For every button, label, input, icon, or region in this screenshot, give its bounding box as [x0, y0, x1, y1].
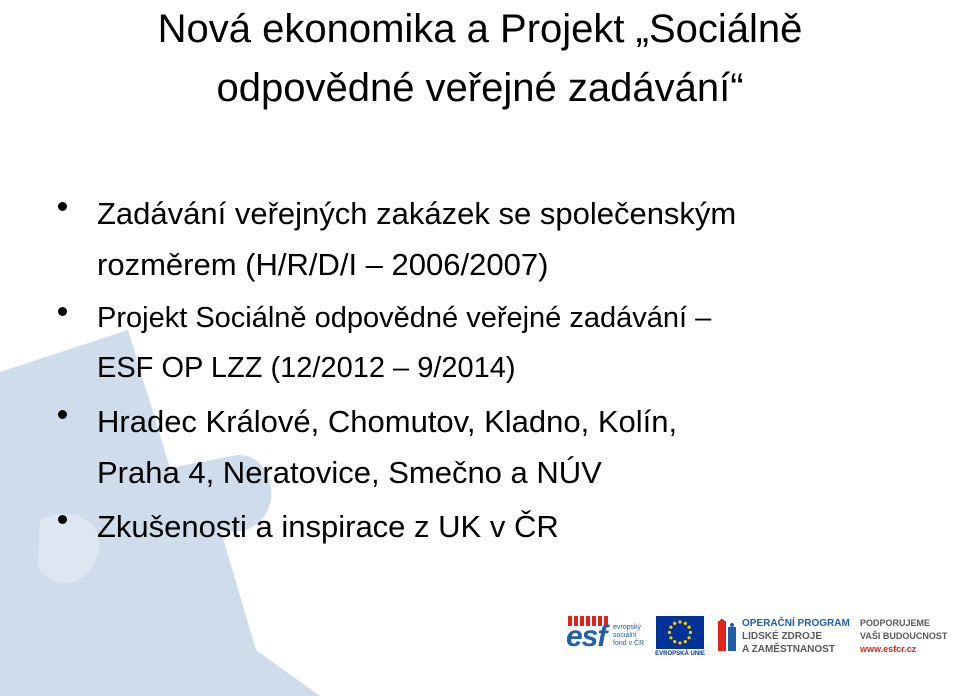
op-line: OPERAČNÍ PROGRAM [742, 617, 850, 629]
esf-logo [566, 612, 648, 660]
op-line: LIDSKÉ ZDROJE [742, 630, 823, 642]
bullet-text: Zkušenosti a inspirace z UK v ČR [97, 509, 559, 544]
bullet-text: Hradec Králové, Chomutov, Kladno, Kolín, [97, 404, 678, 439]
esf-caption [613, 624, 644, 648]
slide-title-line: odpovědné veřejné zadávání“ [216, 66, 744, 110]
slide-title-line: Nová ekonomika a Projekt „Sociálně [157, 7, 803, 51]
bullet-item [58, 501, 938, 552]
eu-logo [652, 616, 708, 657]
op-line: A ZAMĚSTNANOST [742, 643, 835, 655]
bullet-item [58, 396, 938, 498]
esf-caption-line: sociální [613, 632, 637, 639]
op-lzz-text [742, 617, 850, 656]
bullet-item [58, 188, 938, 290]
bullet-dot-icon [58, 202, 67, 211]
bullet-text: rozměrem (H/R/D/I – 2006/2007) [97, 247, 549, 282]
bullet-list [58, 188, 938, 555]
eu-caption: EVROPSKÁ UNIE [655, 650, 705, 657]
bullet-text: Zadávání veřejných zakázek se společenským [97, 196, 737, 231]
support-slogan [860, 617, 947, 656]
bullet-dot-icon [58, 515, 67, 524]
slide-title [0, 0, 960, 118]
bullet-dot-icon [58, 410, 67, 419]
bullet-item [58, 293, 938, 393]
funding-logo-bar [566, 612, 956, 660]
bullet-dot-icon [58, 307, 67, 316]
support-url: www.esfcr.cz [860, 643, 917, 654]
bullet-text: Projekt Sociálně odpovědné veřejné zadávání – [97, 302, 712, 334]
bullet-text: Praha 4, Neratovice, Smečno a NÚV [97, 455, 602, 490]
support-line: VAŠI BUDOUCNOST [860, 630, 948, 641]
support-line: PODPORUJEME [860, 617, 931, 628]
eu-flag-icon [656, 616, 704, 649]
bullet-text: ESF OP LZZ (12/2012 – 9/2014) [97, 352, 516, 384]
op-lzz-logo [716, 617, 854, 656]
esf-mark-icon [566, 616, 610, 656]
esf-caption-line: fond v ČR [613, 640, 645, 647]
esf-logo-text: esf [566, 620, 607, 653]
op-people-icon [716, 619, 738, 653]
esf-caption-line: evropský [613, 624, 642, 631]
